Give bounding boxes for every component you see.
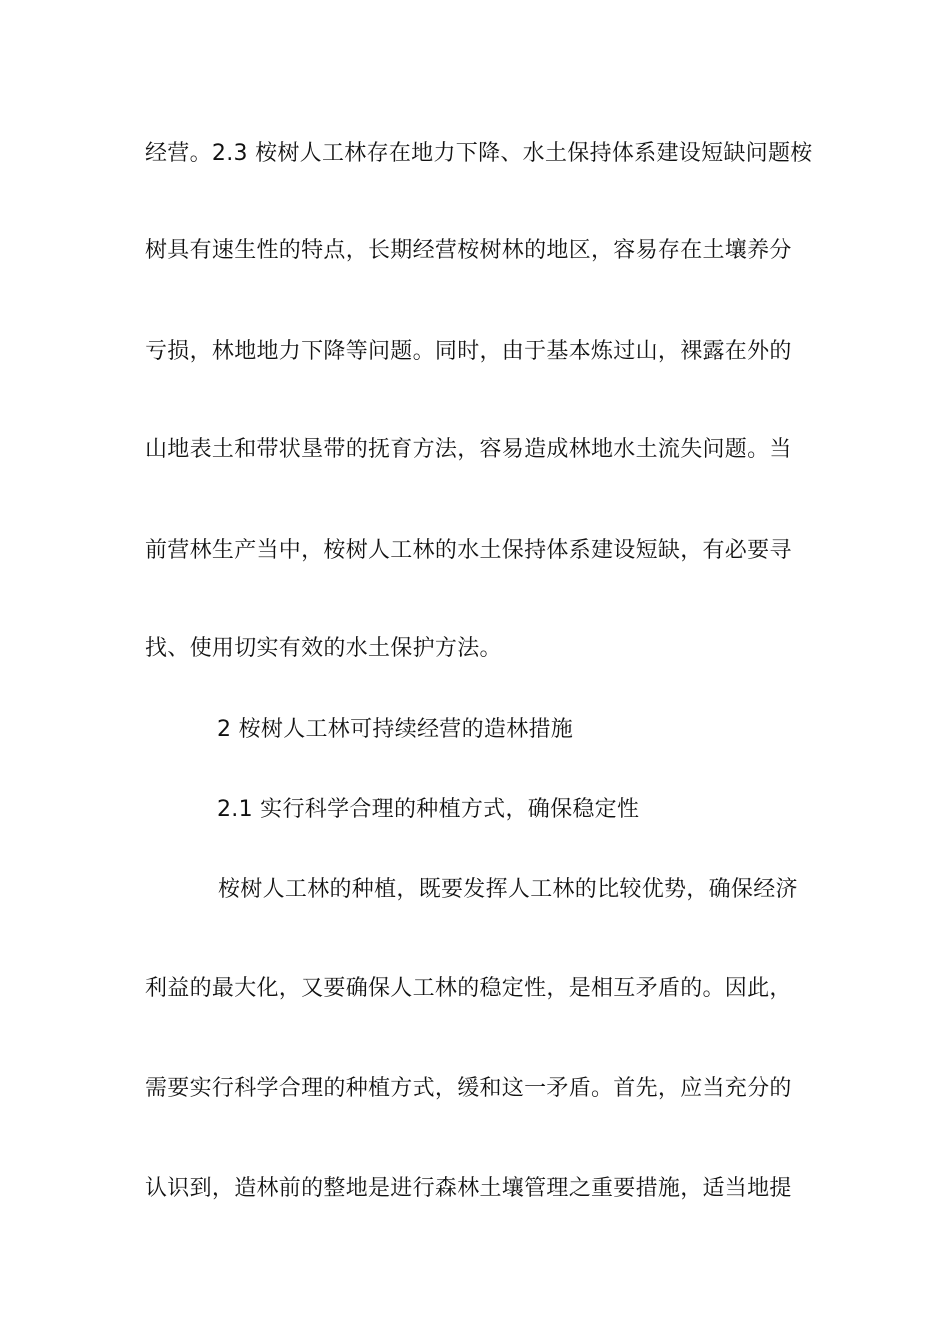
paragraph-line: 树具有速生性的特点，长期经营桉树林的地区，容易存在土壤养分 xyxy=(145,238,792,263)
paragraph-line: 利益的最大化，又要确保人工林的稳定性，是相互矛盾的。因此， xyxy=(145,976,792,1001)
paragraph-line: 亏损，林地地力下降等问题。同时，由于基本炼过山，裸露在外的 xyxy=(145,339,792,364)
subsection-heading: 2.1 实行科学合理的种植方式，确保稳定性 xyxy=(217,797,640,822)
paragraph-line: 前营林生产当中，桉树人工林的水土保持体系建设短缺，有必要寻 xyxy=(145,538,792,563)
paragraph-line: 桉树人工林的种植，既要发挥人工林的比较优势，确保经济 xyxy=(218,877,798,902)
paragraph-line: 山地表土和带状垦带的抚育方法，容易造成林地水土流失问题。当 xyxy=(145,437,792,462)
section-heading: 2 桉树人工林可持续经营的造林措施 xyxy=(217,717,574,742)
paragraph-line: 认识到，造林前的整地是进行森林土壤管理之重要措施，适当地提 xyxy=(145,1176,792,1201)
paragraph-line: 需要实行科学合理的种植方式，缓和这一矛盾。首先，应当充分的 xyxy=(145,1076,792,1101)
paragraph-line: 找、使用切实有效的水土保护方法。 xyxy=(145,636,502,661)
paragraph-line: 经营。2.3 桉树人工林存在地力下降、水土保持体系建设短缺问题桉 xyxy=(145,141,813,166)
